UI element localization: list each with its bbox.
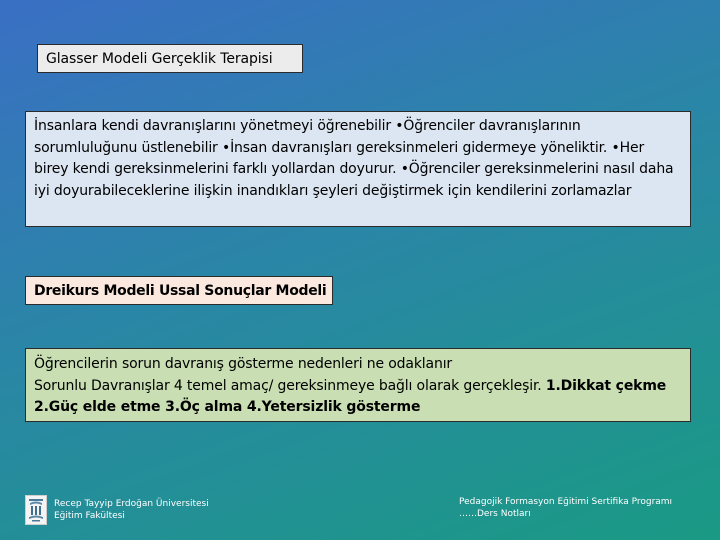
footer-course-notes: ……Ders Notları (459, 509, 531, 519)
glasser-model-text: İnsanlara kendi davranışlarını yönetmeyi öğrenebilir •Öğrenciler davranışlarının sorumluluğunu üstlenebilir •İnsan davranışları gereksinmeleri gidermeye yöneliktir. •Her birey kendi gereksinmelerini farklı yollardan doyurur. •Öğrenciler gereksinmelerini nasıl daha iyi doyurabileceklerine ilişkin inandıkları şeyleri değiştirmek için kendilerini zorlamazlar (25, 111, 691, 227)
footer-program-name: Pedagojik Formasyon Eğitimi Sertifika Programı (459, 497, 673, 507)
university-logo-icon (25, 495, 47, 525)
footer-university-name: Recep Tayyip Erdoğan Üniversitesi (54, 499, 209, 509)
dreikurs-model-title: Dreikurs Modeli Ussal Sonuçlar Modeli (25, 276, 333, 305)
glasser-model-title: Glasser Modeli Gerçeklik Terapisi (37, 44, 303, 73)
dreikurs-line-2 (34, 376, 682, 419)
dreikurs-line-2-normal: Sorunlu Davranışlar 4 temel amaç/ gereksinmeye bağlı olarak gerçekleşir. (34, 377, 546, 394)
dreikurs-model-text (25, 348, 691, 422)
dreikurs-line-1: Öğrencilerin sorun davranış gösterme nedenleri ne odaklanır (34, 356, 453, 372)
dreikurs-goals: 1.Dikkat çekme 2.Güç elde etme 3.Öç alma 4.Yetersizlik gösterme (34, 377, 667, 415)
footer-university (54, 498, 209, 522)
footer-program (459, 496, 672, 520)
footer-faculty-name: Eğitim Fakültesi (54, 511, 125, 521)
